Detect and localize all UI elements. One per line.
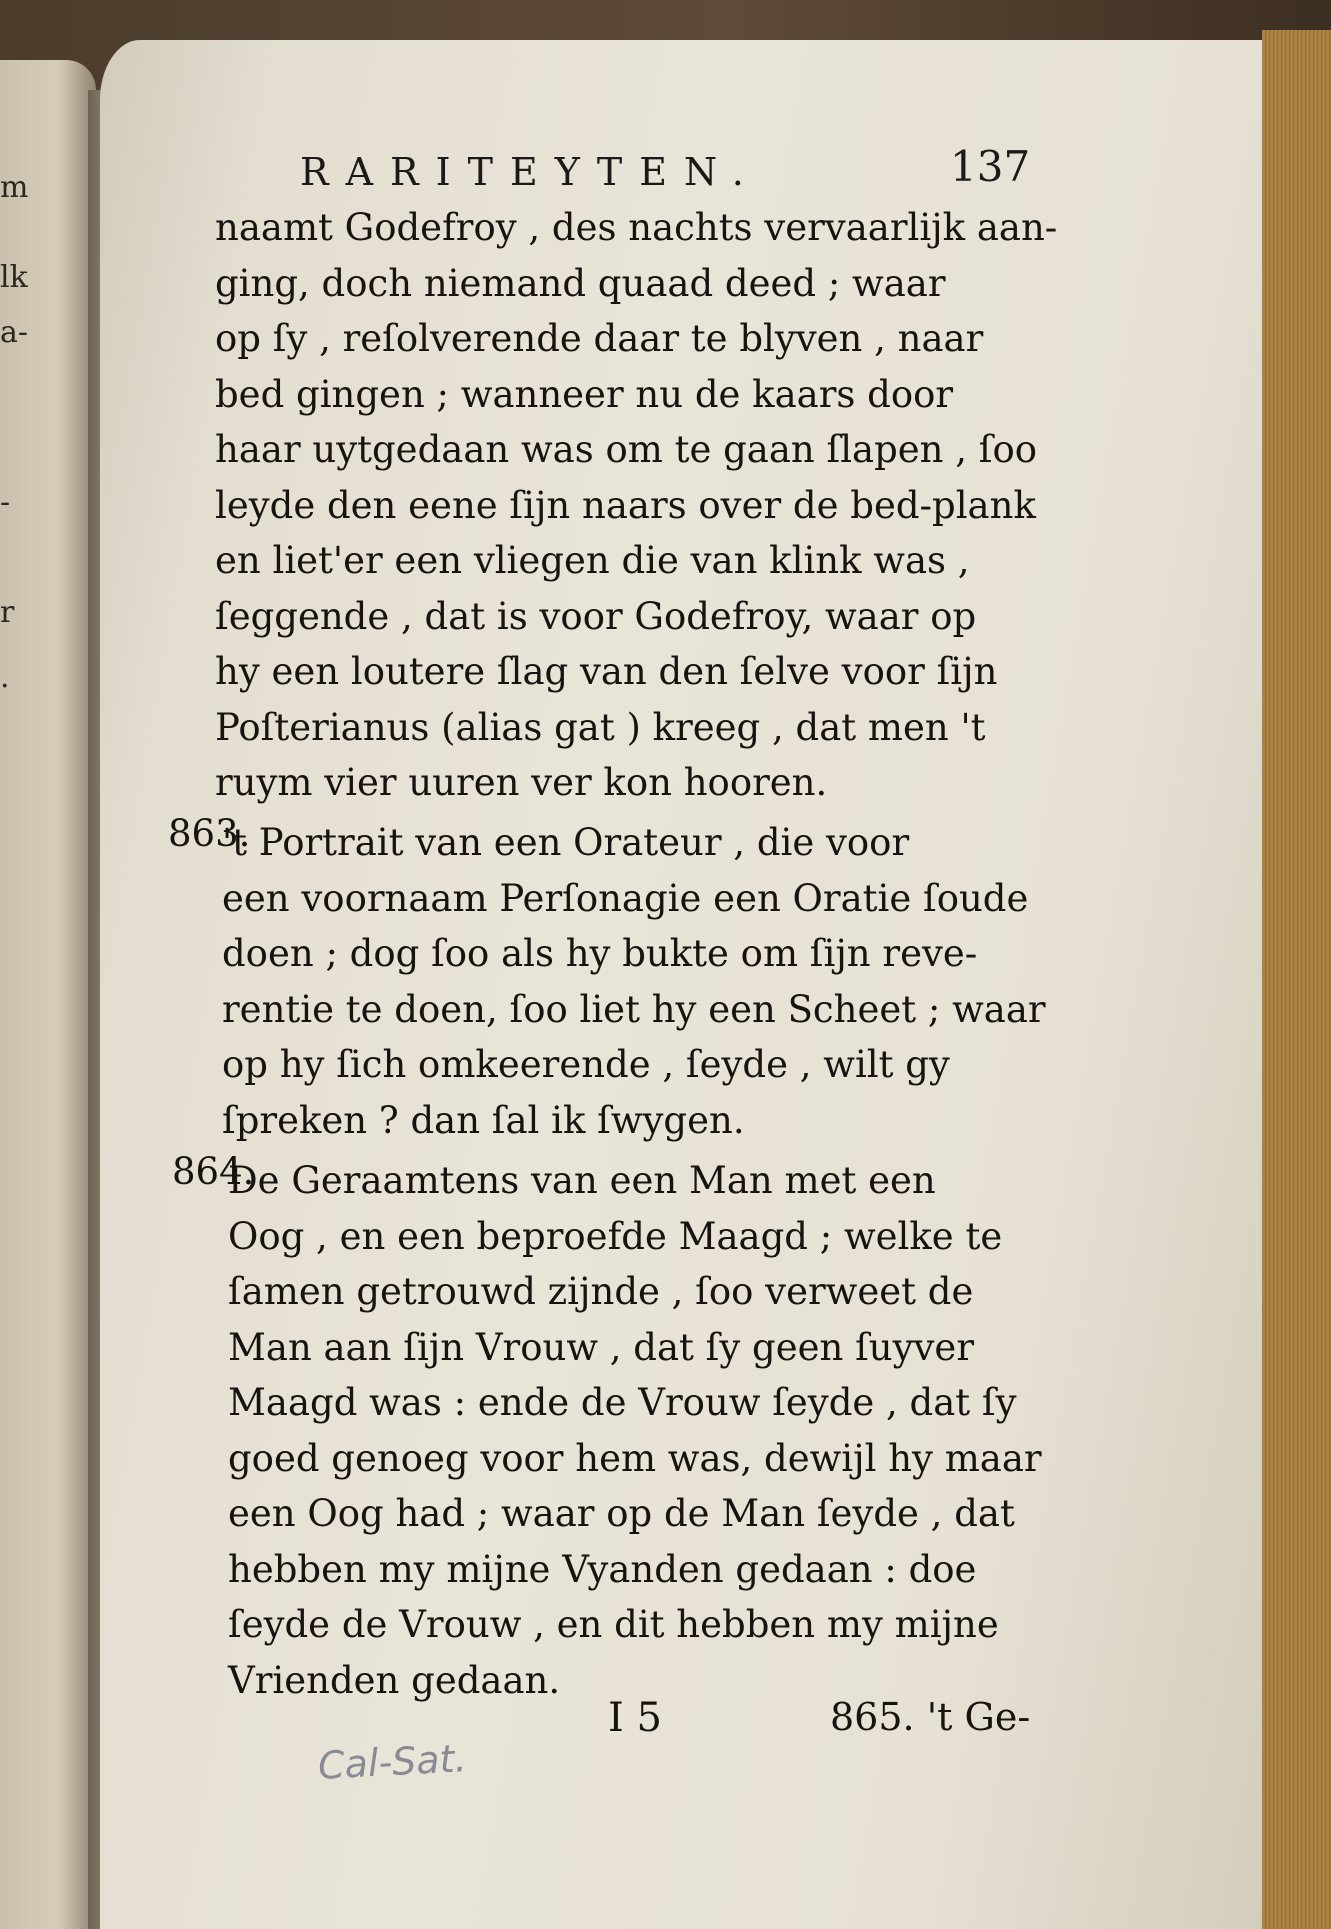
text-line: Man aan ſijn Vrouw , dat ſy geen ſuyver (228, 1325, 975, 1369)
text-line: goed genoeg voor hem was, dewijl hy maar (228, 1436, 1042, 1480)
text-line: haar uytgedaan was om te gaan ſlapen , ſoo (215, 428, 1038, 471)
signature-mark: I 5 (608, 1695, 662, 1741)
running-head-title: RARITEYTEN. (300, 150, 761, 194)
text-line: rentie te doen, ſoo liet hy een Scheet ; waar (222, 987, 1046, 1031)
entry-number: 863. (168, 812, 251, 855)
text-line: Oog , en een beproefde Maagd ; welke te (228, 1214, 1003, 1258)
page-edges (1262, 30, 1331, 1929)
text-line: leyde den eene ſijn naars over de bed-plank (215, 483, 1036, 527)
left-page-fragment: r (0, 595, 15, 630)
text-line: ging, doch niemand quaad deed ; waar (215, 261, 946, 305)
text-line: Poſterianus (alias gat ) kreeg , dat men 't (215, 705, 986, 749)
left-page-fragment: lk (0, 260, 28, 295)
left-page-fragment: . (0, 660, 10, 695)
text-line: hebben my mijne Vyanden gedaan : doe (228, 1547, 977, 1591)
text-line: ſamen getrouwd zijnde , ſoo verweet de (228, 1270, 974, 1313)
text-line: Vrienden gedaan. (228, 1658, 561, 1702)
left-page-fragment: a- (0, 315, 29, 350)
left-page-fragment: - (0, 485, 11, 520)
left-facing-page (0, 60, 96, 1929)
left-page-fragment: m (0, 170, 29, 205)
text-line: een voornaam Perſonagie een Oratie ſoude (222, 876, 1029, 920)
text-line: ruym vier uuren ver kon hooren. (215, 761, 828, 804)
text-line: ſpreken ? dan ſal ik ſwygen. (222, 1098, 745, 1142)
text-line: en liet'er een vliegen die van klink was , (215, 539, 970, 582)
text-line: 't Portrait van een Orateur , die voor (222, 821, 910, 864)
pencil-annotation: Cal-Sat. (316, 1736, 468, 1788)
text-line: op ſy , reſolverende daar te blyven , naar (215, 317, 984, 360)
page-number: 137 (950, 142, 1031, 191)
text-line: op hy ſich omkeerende , ſeyde , wilt gy (222, 1043, 950, 1086)
entry-863 (222, 815, 1122, 1148)
entry-number: 864. (172, 1150, 255, 1193)
text-line: ſeyde de Vrouw , en dit hebben my mijne (228, 1603, 999, 1646)
text-line: hy een loutere ſlag van den ſelve voor ſijn (215, 650, 998, 693)
text-line: ſeggende , dat is voor Godefroy, waar op (215, 594, 977, 638)
entry-864 (228, 1153, 1128, 1708)
text-line: De Geraamtens van een Man met een (228, 1159, 936, 1202)
catchword: 865. 't Ge- (830, 1695, 1031, 1739)
text-line: naamt Godefroy , des nachts vervaarlijk aan- (215, 206, 1058, 249)
text-line: Maagd was : ende de Vrouw ſeyde , dat ſy (228, 1381, 1017, 1424)
paragraph-continuation (215, 200, 1115, 811)
text-line: bed gingen ; wanneer nu de kaars door (215, 372, 954, 416)
text-line: doen ; dog ſoo als hy bukte om ſijn reve- (222, 932, 978, 975)
text-line: een Oog had ; waar op de Man ſeyde , dat (228, 1492, 1015, 1535)
